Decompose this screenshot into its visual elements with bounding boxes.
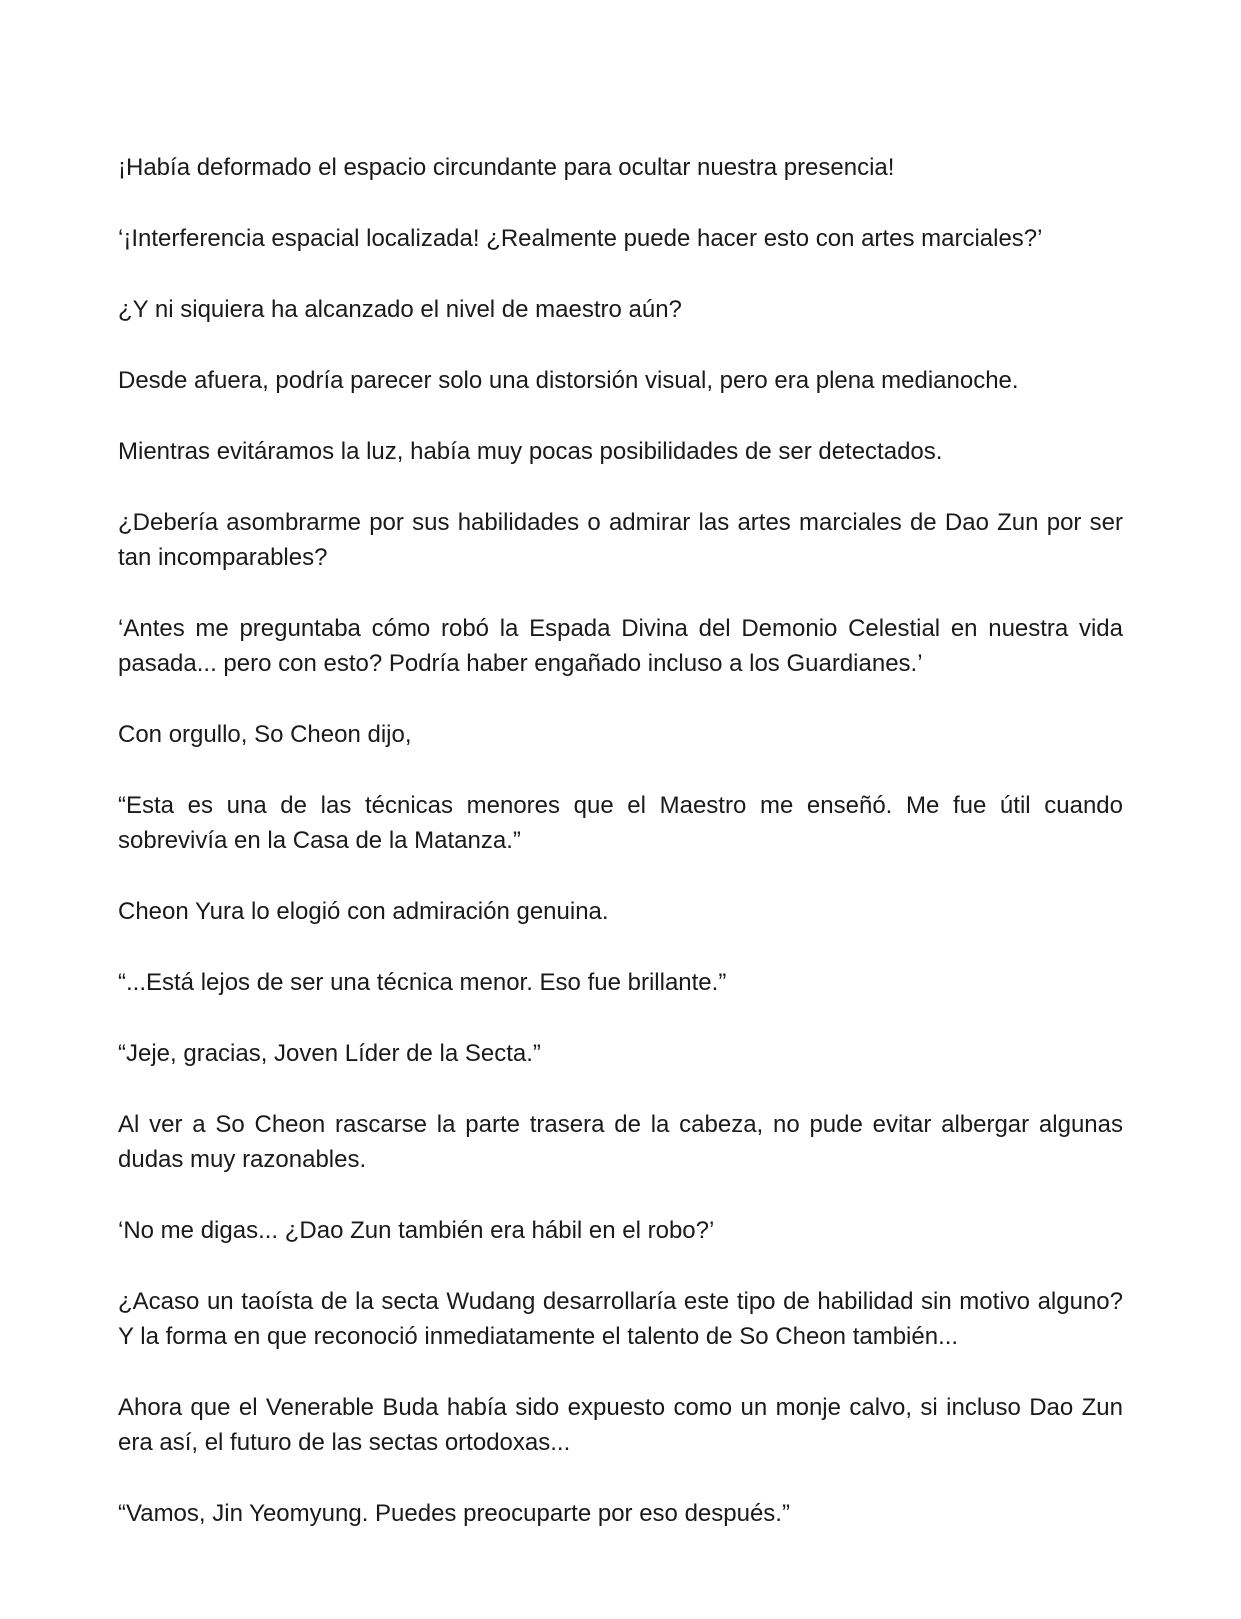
paragraph-2: ‘¡Interferencia espacial localizada! ¿Realmente puede hacer esto con artes marciales?’	[118, 225, 1043, 252]
paragraph-15: ¿Acaso un taoísta de la secta Wudang desarrollaría este tipo de habilidad sin motivo alguno? Y la forma en que reconoció inmediatamente el talento de So Cheon también...	[118, 1288, 1123, 1350]
paragraph-11: “...Está lejos de ser una técnica menor. Eso fue brillante.”	[118, 969, 727, 996]
paragraph-17: “Vamos, Jin Yeomyung. Puedes preocuparte por eso después.”	[118, 1500, 790, 1527]
paragraph-8: Con orgullo, So Cheon dijo,	[118, 721, 412, 748]
paragraph-1: ¡Había deformado el espacio circundante para ocultar nuestra presencia!	[118, 154, 895, 181]
paragraph-10: Cheon Yura lo elogió con admiración genuina.	[118, 898, 609, 925]
paragraph-14: ‘No me digas... ¿Dao Zun también era hábil en el robo?’	[118, 1217, 715, 1244]
paragraph-16: Ahora que el Venerable Buda había sido expuesto como un monje calvo, si incluso Dao Zun era así, el futuro de las sectas ortodoxas...	[118, 1394, 1123, 1456]
paragraph-4: Desde afuera, podría parecer solo una distorsión visual, pero era plena medianoche.	[118, 367, 1019, 394]
text-body	[118, 150, 1123, 1531]
paragraph-13: Al ver a So Cheon rascarse la parte trasera de la cabeza, no pude evitar albergar algunas dudas muy razonables.	[118, 1111, 1123, 1173]
paragraph-5: Mientras evitáramos la luz, había muy pocas posibilidades de ser detectados.	[118, 438, 943, 465]
paragraph-6: ¿Debería asombrarme por sus habilidades o admirar las artes marciales de Dao Zun por ser tan incomparables?	[118, 509, 1123, 571]
paragraph-9: “Esta es una de las técnicas menores que el Maestro me enseñó. Me fue útil cuando sobrevivía en la Casa de la Matanza.”	[118, 792, 1123, 854]
paragraph-12: “Jeje, gracias, Joven Líder de la Secta.”	[118, 1040, 541, 1067]
paragraph-7: ‘Antes me preguntaba cómo robó la Espada Divina del Demonio Celestial en nuestra vida pasada... pero con esto? Podría haber engañado incluso a los Guardianes.’	[118, 615, 1123, 677]
paragraph-3: ¿Y ni siquiera ha alcanzado el nivel de maestro aún?	[118, 296, 682, 323]
